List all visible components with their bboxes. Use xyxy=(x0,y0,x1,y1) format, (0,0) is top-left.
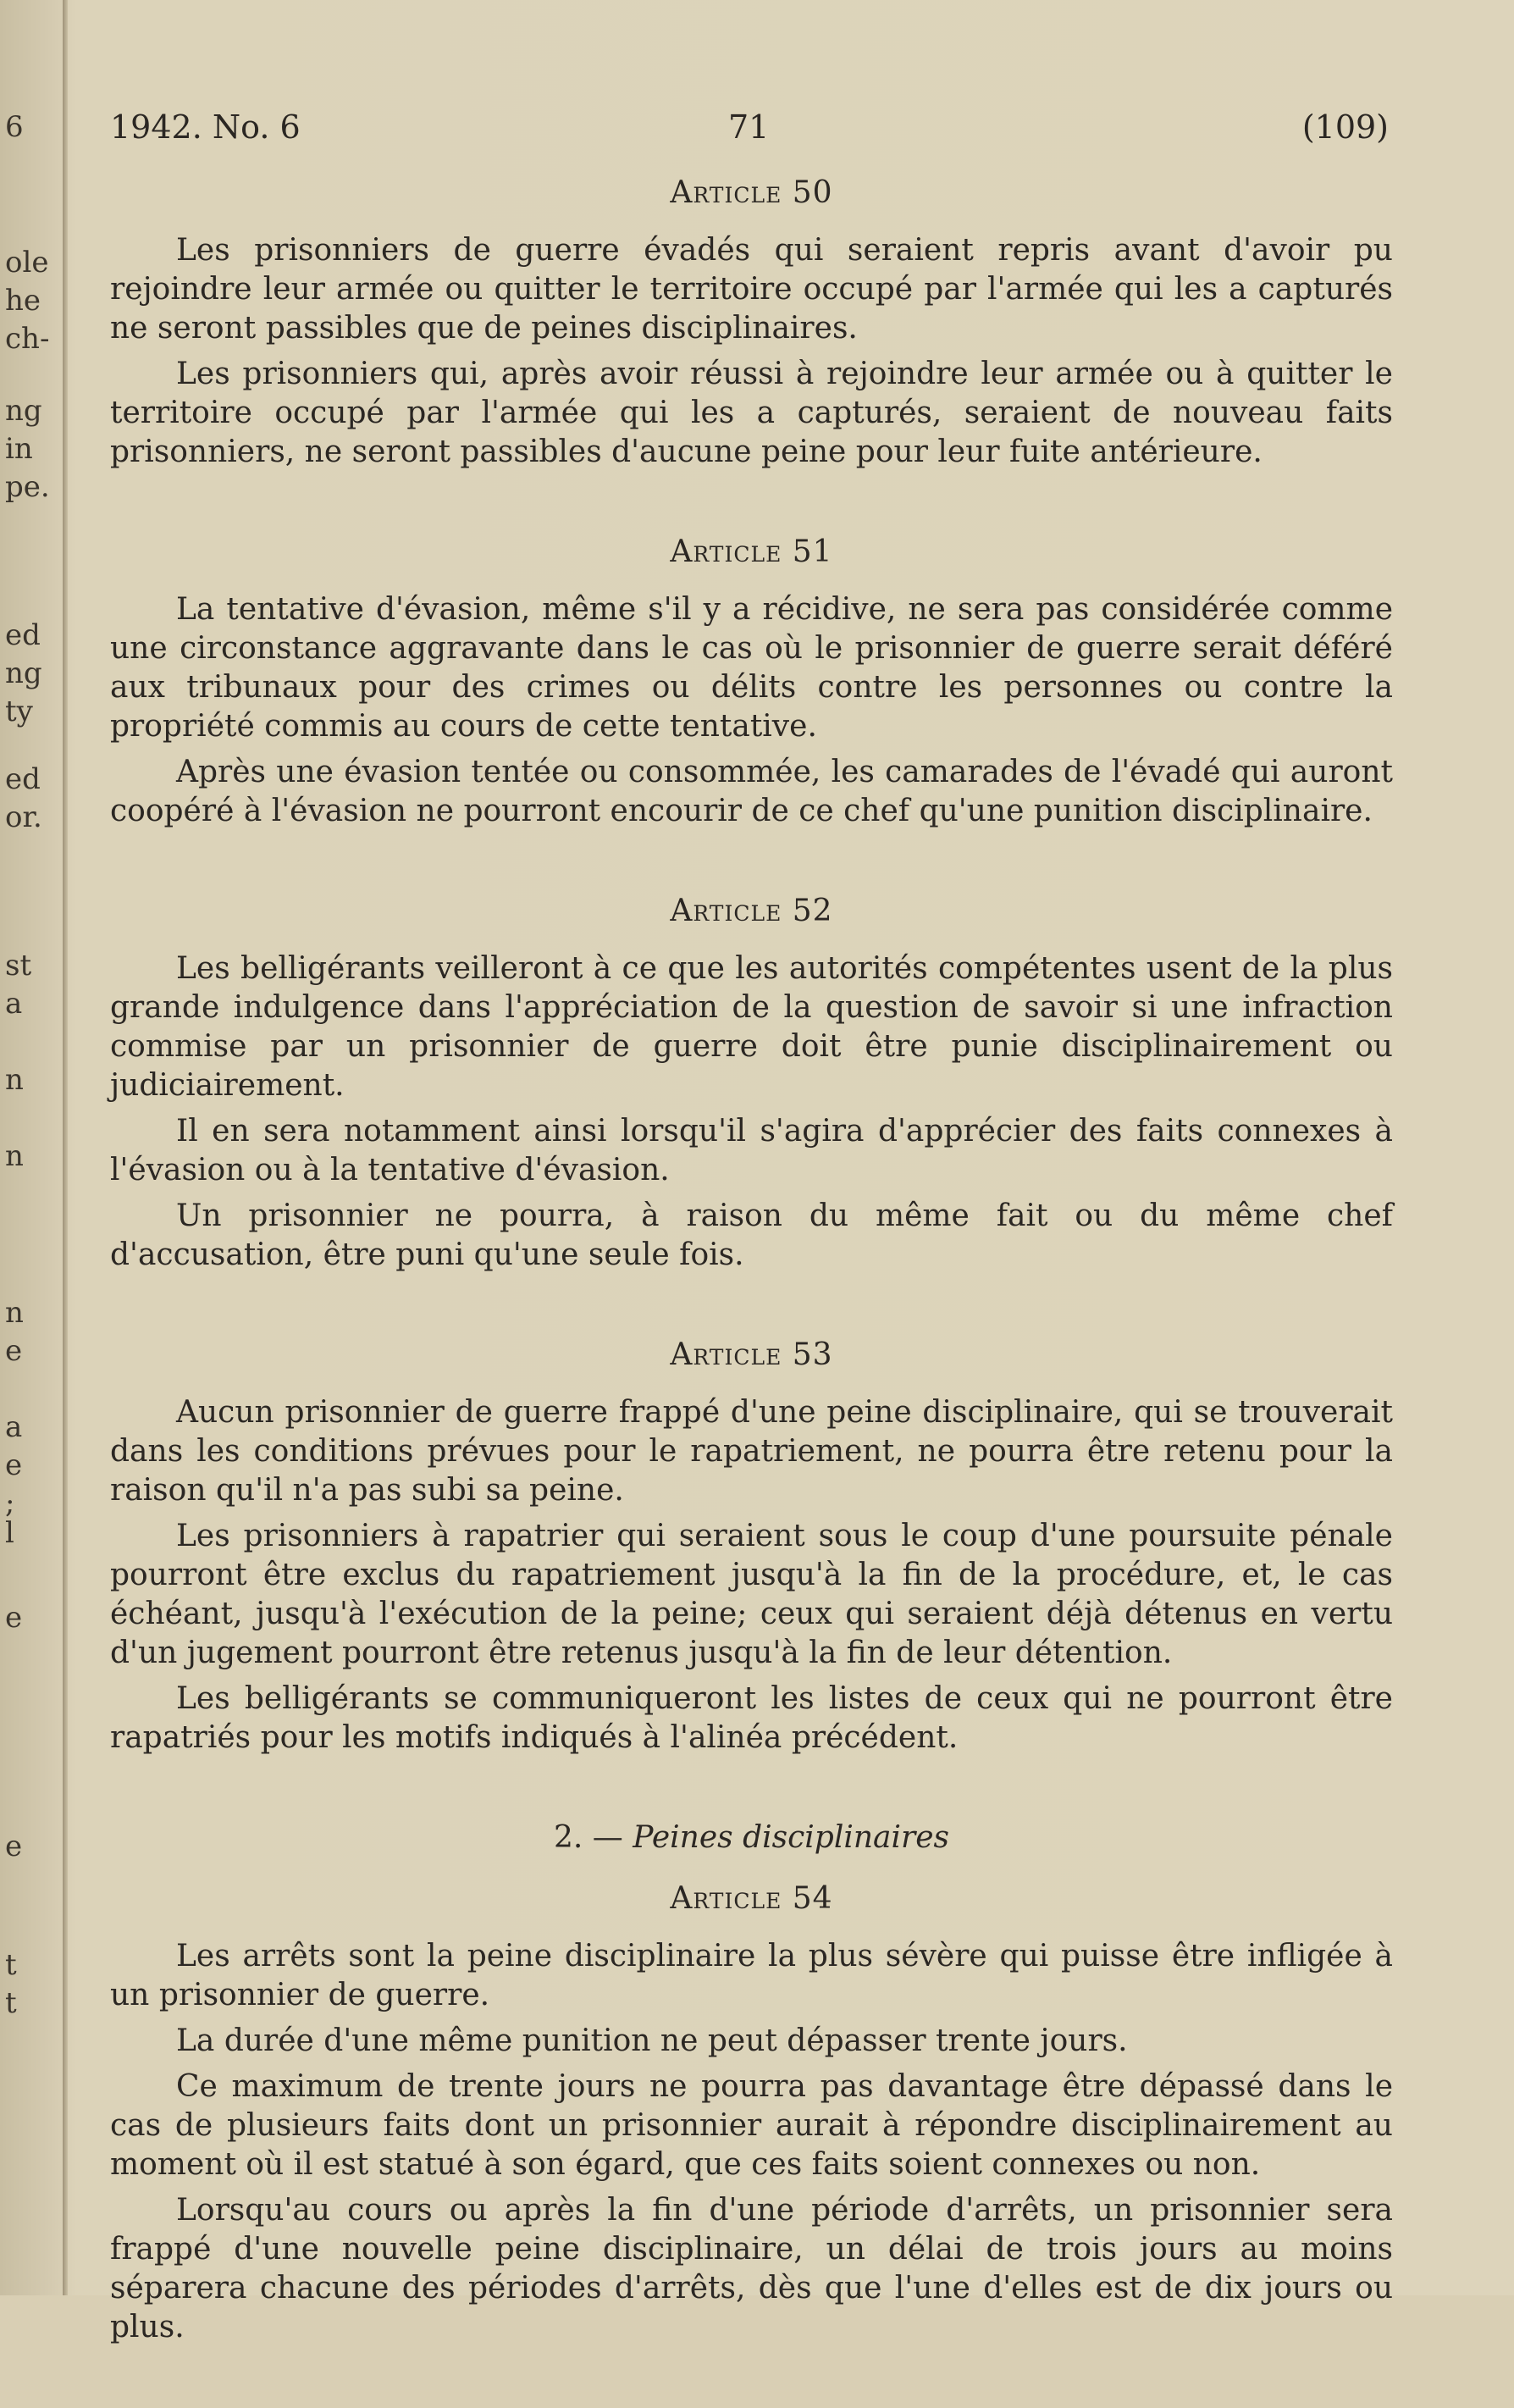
margin-fragment: e xyxy=(5,1830,23,1863)
article-heading: Article 53 xyxy=(670,1337,833,1372)
page-number: 71 xyxy=(728,108,770,146)
margin-fragment: n xyxy=(5,1139,24,1173)
margin-fragment: e xyxy=(5,1448,23,1482)
margin-fragment: ed xyxy=(5,762,41,796)
margin-fragment: ng xyxy=(5,656,42,690)
paragraph: Lorsqu'au cours ou après la fin d'une période d'arrêts, un prisonnier sera frappé d'une nouvelle peine disciplinaire, un délai de trois jours au moins séparera chacune des périodes d'arrêts, dès que l'une d'elles est de dix jours ou plus. xyxy=(110,2193,1393,2344)
section-number: 2. — xyxy=(553,1820,623,1855)
margin-fragment: st xyxy=(5,949,32,983)
article-51 xyxy=(110,533,1393,831)
margin-fragment: n xyxy=(5,1296,24,1330)
article-heading: Article 54 xyxy=(670,1881,833,1916)
margin-fragment: a xyxy=(5,1410,23,1444)
paragraph: Ce maximum de trente jours ne pourra pas davantage être dépassé dans le cas de plusieurs faits dont un prisonnier aurait à répondre disciplinairement au moment où il est statué à son égard, que ces faits soient connexes ou non. xyxy=(110,2069,1393,2182)
paragraph: Les arrêts sont la peine disciplinaire la plus sévère qui puisse être infligée à un prisonnier de guerre. xyxy=(110,1939,1393,2012)
margin-fragment: ; xyxy=(5,1486,15,1520)
margin-fragment: he xyxy=(5,284,41,318)
paragraph: Les prisonniers qui, après avoir réussi à rejoindre leur armée ou à quitter le territoire occupé par l'armée qui les a capturés, seraient de nouveau faits prisonniers, ne seront passibles d'aucune peine pour leur fuite antérieure. xyxy=(110,357,1393,469)
paragraph: Après une évasion tentée ou consommée, les camarades de l'évadé qui auront coopéré à l'évasion ne pourront encourir de ce chef qu'une punition disciplinaire. xyxy=(110,755,1393,828)
margin-fragment: pe. xyxy=(5,470,50,504)
paragraph: Les prisonniers à rapatrier qui seraient sous le coup d'une poursuite pénale pourront être exclus du rapatriement jusqu'à la fin de la procédure, et, le cas échéant, jusqu'à l'exécution de la peine; ceux qui seraient déjà détenus en vertu d'un jugement pourront être retenus jusqu'à la fin de leur détention. xyxy=(110,1519,1393,1670)
margin-fragment: e xyxy=(5,1601,23,1635)
paragraph: Aucun prisonnier de guerre frappé d'une peine disciplinaire, qui se trouverait dans les conditions prévues pour le rapatriement, ne pourra être retenu pour la raison qu'il n'a pas subi sa peine. xyxy=(110,1395,1393,1508)
margin-fragment: n xyxy=(5,1063,24,1097)
margin-fragment: ole xyxy=(5,246,49,280)
body-text xyxy=(110,174,1393,2408)
paragraph: Il en sera notamment ainsi lorsqu'il s'agira d'apprécier des faits connexes à l'évasion ou à la tentative d'évasion. xyxy=(110,1114,1393,1187)
margin-fragment: ng xyxy=(5,394,42,428)
previous-page-margin xyxy=(0,0,59,2295)
article-53 xyxy=(110,1336,1393,1758)
header-year-number: 1942. No. 6 xyxy=(110,108,301,146)
margin-fragment: 6 xyxy=(5,110,24,144)
article-50 xyxy=(110,174,1393,472)
header-reference-number: (109) xyxy=(1301,108,1389,146)
paragraph: La tentative d'évasion, même s'il y a récidive, ne sera pas considérée comme une circonstance aggravante dans le cas où le prisonnier de guerre serait déféré aux tribunaux pour des crimes ou délits contre les personnes ou contre la propriété commis au cours de cette tentative. xyxy=(110,592,1393,744)
article-heading: Article 52 xyxy=(670,894,833,928)
section-title: Peines disciplinaires xyxy=(633,1820,949,1855)
margin-fragment: ty xyxy=(5,695,33,728)
margin-fragment: t xyxy=(5,1948,17,1982)
paragraph: La durée d'une même punition ne peut dépasser trente jours. xyxy=(176,2023,1128,2058)
margin-fragment: in xyxy=(5,432,33,466)
section-heading xyxy=(110,1818,1393,1857)
paragraph: Les prisonniers de guerre évadés qui seraient repris avant d'avoir pu rejoindre leur armée ou quitter le territoire occupé par l'armée qui les a capturés ne seront passibles que de peines disciplinaires. xyxy=(110,233,1393,346)
paragraph: Un prisonnier ne pourra, à raison du même fait ou du même chef d'accusation, être puni qu'une seule fois. xyxy=(110,1198,1393,1272)
margin-fragment: ed xyxy=(5,618,41,652)
margin-fragment: e xyxy=(5,1334,23,1368)
running-header xyxy=(110,108,1389,151)
paragraph: Les belligérants veilleront à ce que les autorités compétentes usent de la plus grande indulgence dans l'appréciation de la question de savoir si une infraction commise par un prisonnier de guerre doit être punie disciplinairement ou judiciairement. xyxy=(110,951,1393,1103)
article-54 xyxy=(110,1879,1393,2347)
paragraph: Les belligérants se communiqueront les listes de ceux qui ne pourront être rapatriés pour les motifs indiqués à l'alinéa précédent. xyxy=(110,1681,1393,1755)
margin-fragment: ch- xyxy=(5,322,50,356)
margin-fragment: or. xyxy=(5,800,42,834)
margin-fragment: t xyxy=(5,1986,17,2020)
article-52 xyxy=(110,892,1393,1275)
binding-gutter xyxy=(63,0,68,2295)
article-heading: Article 51 xyxy=(670,534,833,569)
margin-fragment: l xyxy=(5,1516,14,1550)
article-heading: Article 50 xyxy=(670,175,833,210)
margin-fragment: a xyxy=(5,987,23,1021)
